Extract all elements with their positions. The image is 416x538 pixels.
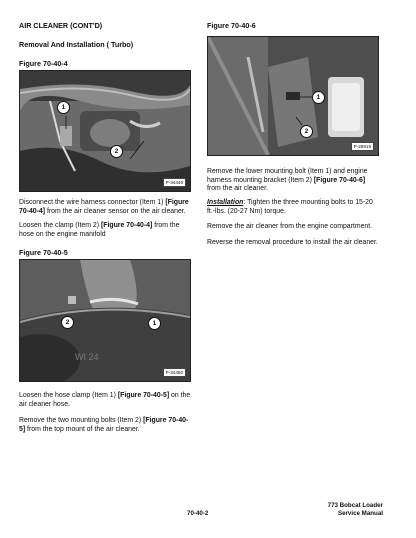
figure-label-6: Figure 70-40-6 (207, 21, 256, 30)
figure-label-5: Figure 70-40-5 (19, 248, 68, 257)
paragraph-loosen-clamp (19, 222, 194, 239)
figure-70-40-4-photo (19, 70, 191, 192)
figure-label-4: Figure 70-40-4 (19, 59, 68, 68)
text: from the air cleaner. (207, 185, 268, 193)
figure-code: P-34449 (163, 178, 186, 187)
figure-code: P-28915 (351, 142, 374, 151)
paragraph-loosen-hose-clamp (19, 392, 194, 409)
figure-70-40-6-photo (207, 36, 379, 156)
paragraph-remove-air-cleaner: Remove the air cleaner from the engine compartment. (207, 223, 373, 230)
stenciled-lettering: WI 24 (75, 352, 99, 362)
subsection-title: Removal And Installation ( Turbo) (19, 40, 134, 49)
installation-label: Installation (207, 199, 244, 206)
text: Loosen the hose clamp (Item 1) (19, 392, 118, 399)
text: from the hose on the engine manifold (19, 222, 180, 238)
callout-1: 1 (312, 91, 325, 104)
callout-2: 2 (61, 316, 74, 329)
page-number: 70-40-2 (187, 510, 209, 517)
figure-reference: [Figure 70-40-6] (313, 176, 366, 184)
figure-reference: [Figure 70-40-5] (117, 392, 170, 399)
figure-reference: [Figure 70-40-5] (19, 417, 189, 433)
bracket-photo-illustration (208, 37, 378, 155)
figure-reference: [Figure 70-40-4] (19, 199, 189, 215)
paragraph-remove-bolts (19, 417, 194, 434)
paragraph-disconnect (19, 199, 194, 216)
figure-code: P-34450 (163, 368, 186, 377)
text: Disconnect the wire harness connector (Item 1) (19, 199, 166, 206)
text: from the top mount of the air cleaner. (25, 425, 140, 433)
text: from the air cleaner sensor on the air cleaner. (45, 207, 186, 215)
figure-70-40-5-photo (19, 259, 191, 382)
callout-1: 1 (148, 317, 161, 330)
footer-manual: Service Manual (337, 510, 383, 517)
text: Remove the lower mounting bolt (Item 1) and engine harness mounting bracket (Item 2) (207, 168, 368, 184)
paragraph-remove-lower-bolt (207, 168, 379, 194)
callout-2: 2 (300, 125, 313, 138)
text: Loosen the clamp (Item 2) (19, 222, 101, 229)
section-title: AIR CLEANER (CONT'D) (19, 21, 103, 30)
air-cleaner-photo-illustration (20, 260, 190, 381)
paragraph-reverse-procedure: Reverse the removal procedure to install the air cleaner. (207, 239, 378, 246)
paragraph-installation (207, 199, 379, 216)
callout-1: 1 (57, 101, 70, 114)
footer-product: 773 Bobcat Loader (327, 502, 383, 509)
text: on the air cleaner hose. (19, 392, 191, 408)
text: : Tighten the three mounting bolts to 15-20 ft.-lbs. (20-27 Nm) torque. (207, 199, 373, 215)
engine-photo-illustration (20, 71, 190, 191)
text: Remove the two mounting bolts (Item 2) (19, 417, 144, 424)
callout-2: 2 (110, 145, 123, 158)
figure-reference: [Figure 70-40-4] (100, 222, 153, 229)
